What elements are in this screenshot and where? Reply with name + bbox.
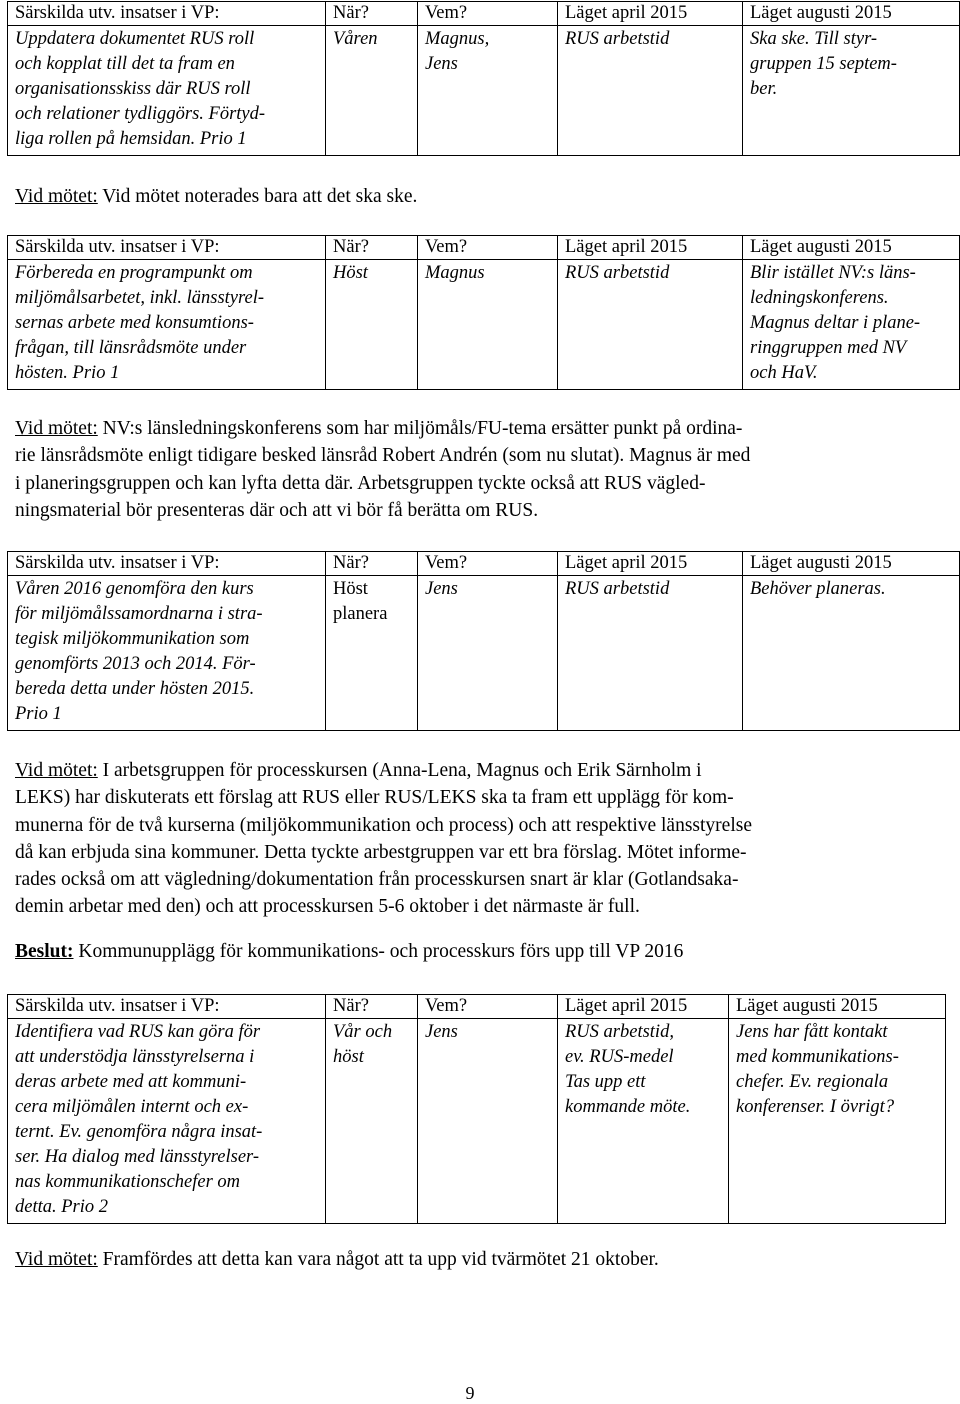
status-april-cell: RUS arbetstid [558,576,743,731]
note-text: I arbetsgruppen för processkursen (Anna-Lena, Magnus och Erik Särnholm i [97,760,702,781]
header-cell: Särskilda utv. insatser i VP: [8,2,326,26]
header-cell: Särskilda utv. insatser i VP: [8,236,326,260]
status-august-cell: Blir istället NV:s läns- ledningskonferens. Magnus deltar i plane- ringgruppen med NV och HaV. [743,260,960,390]
note-text: munerna för de två kurserna (miljökommunikation och process) och att respektive länsstyrelse [15,814,752,836]
header-cell: Vem? [418,2,558,26]
who-cell: Magnus, Jens [418,26,558,156]
when-cell: Vår och höst [326,1019,418,1224]
table-row [8,260,960,390]
table-header-row [8,236,960,260]
header-cell: Läget augusti 2015 [743,552,960,576]
meeting-note-4 [15,1246,659,1273]
status-april-cell: RUS arbetstid [558,260,743,390]
header-cell: Vem? [418,552,558,576]
header-cell: Läget augusti 2015 [743,2,960,26]
note-text: ningsmaterial bör presenteras där och att vi bör få berätta om RUS. [15,499,539,521]
header-cell: När? [326,552,418,576]
header-cell: När? [326,995,418,1019]
header-cell: Särskilda utv. insatser i VP: [8,995,326,1019]
note-label: Vid mötet: [15,186,98,207]
note-text: i planeringsgruppen och kan lyfta detta där. Arbetsgruppen tyckte också att RUS vägled- [15,472,706,494]
header-cell: Läget april 2015 [558,2,743,26]
status-april-cell: RUS arbetstid, ev. RUS-medel Tas upp ett kommande möte. [558,1019,729,1224]
decision-label: Beslut: [15,941,74,962]
header-cell: Läget april 2015 [558,995,729,1019]
header-cell: Läget april 2015 [558,552,743,576]
status-april-cell: RUS arbetstid [558,26,743,156]
note-text: rie länsrådsmöte enligt tidigare besked länsråd Robert Andrén (som nu slutat). Magnus är med [15,445,751,467]
section-table-2 [7,235,960,390]
when-cell: Höst [326,260,418,390]
status-august-cell: Behöver planeras. [743,576,960,731]
meeting-note-2 [15,415,750,524]
header-cell: Läget augusti 2015 [743,236,960,260]
task-cell: Förbereda en programpunkt om miljömålsarbetet, inkl. länsstyrel- sernas arbete med konsumtions- frågan, till länsrådsmöte under hösten. Prio 1 [8,260,326,390]
note-text: LEKS) har diskuterats ett förslag att RUS eller RUS/LEKS ska ta fram ett upplägg för kom- [15,787,734,809]
note-label: Vid mötet: [15,1249,98,1270]
task-cell: Uppdatera dokumentet RUS roll och kopplat till det ta fram en organisationsskiss där RUS roll och relationer tydliggörs. Förtyd- liga rollen på hemsidan. Prio 1 [8,26,326,156]
status-august-cell: Ska ske. Till styr- gruppen 15 septem- ber. [743,26,960,156]
decision-text: Kommunupplägg för kommunikations- och processkurs förs upp till VP 2016 [73,941,684,962]
who-cell: Magnus [418,260,558,390]
note-text: då kan erbjuda sina kommuner. Detta tyckte arbestgruppen var ett bra förslag. Mötet informe- [15,841,747,863]
header-cell: Vem? [418,236,558,260]
header-cell: Läget april 2015 [558,236,743,260]
header-cell: När? [326,236,418,260]
header-cell: När? [326,2,418,26]
note-text: Framfördes att detta kan vara något att ta upp vid tvärmötet 21 oktober. [97,1249,659,1270]
note-text: NV:s länsledningskonferens som har miljömåls/FU-tema ersätter punkt på ordina- [97,418,743,439]
header-cell: Vem? [418,995,558,1019]
task-cell: Identifiera vad RUS kan göra för att understödja länsstyrelserna i deras arbete med att kommuni- cera miljömålen internt och ex- ternt. Ev. genomföra några insat- ser. Ha dialog med länsstyrelser- nas kommunikationschefer om detta. Prio 2 [8,1019,326,1224]
table-row [8,576,960,731]
table-header-row [8,995,946,1019]
note-text: demin arbetar med den) och att processkursen 5-6 oktober i det närmaste är full. [15,896,640,918]
table-row [8,1019,946,1224]
decision-note [15,938,683,965]
note-label: Vid mötet: [15,418,98,439]
table-header-row [8,552,960,576]
section-table-3 [7,551,960,731]
note-label: Vid mötet: [15,760,98,781]
page-number: 9 [465,1383,475,1403]
note-text: rades också om att vägledning/dokumentation från processkursen snart är klar (Gotlandsaka- [15,869,739,891]
note-text: Vid mötet noterades bara att det ska ske. [97,186,418,207]
meeting-note-1 [15,183,417,210]
when-cell: Höst planera [326,576,418,731]
section-table-1 [7,1,960,156]
status-august-cell: Jens har fått kontakt med kommunikations- chefer. Ev. regionala konferenser. I övrigt? [729,1019,946,1224]
who-cell: Jens [418,576,558,731]
table-header-row [8,2,960,26]
meeting-note-3 [15,757,752,921]
header-cell: Läget augusti 2015 [729,995,946,1019]
when-cell: Våren [326,26,418,156]
who-cell: Jens [418,1019,558,1224]
task-cell: Våren 2016 genomföra den kurs för miljömålssamordnarna i stra- tegisk miljökommunikation som genomförts 2013 och 2014. För- bereda detta under hösten 2015. Prio 1 [8,576,326,731]
table-row [8,26,960,156]
header-cell: Särskilda utv. insatser i VP: [8,552,326,576]
section-table-4 [7,994,946,1224]
